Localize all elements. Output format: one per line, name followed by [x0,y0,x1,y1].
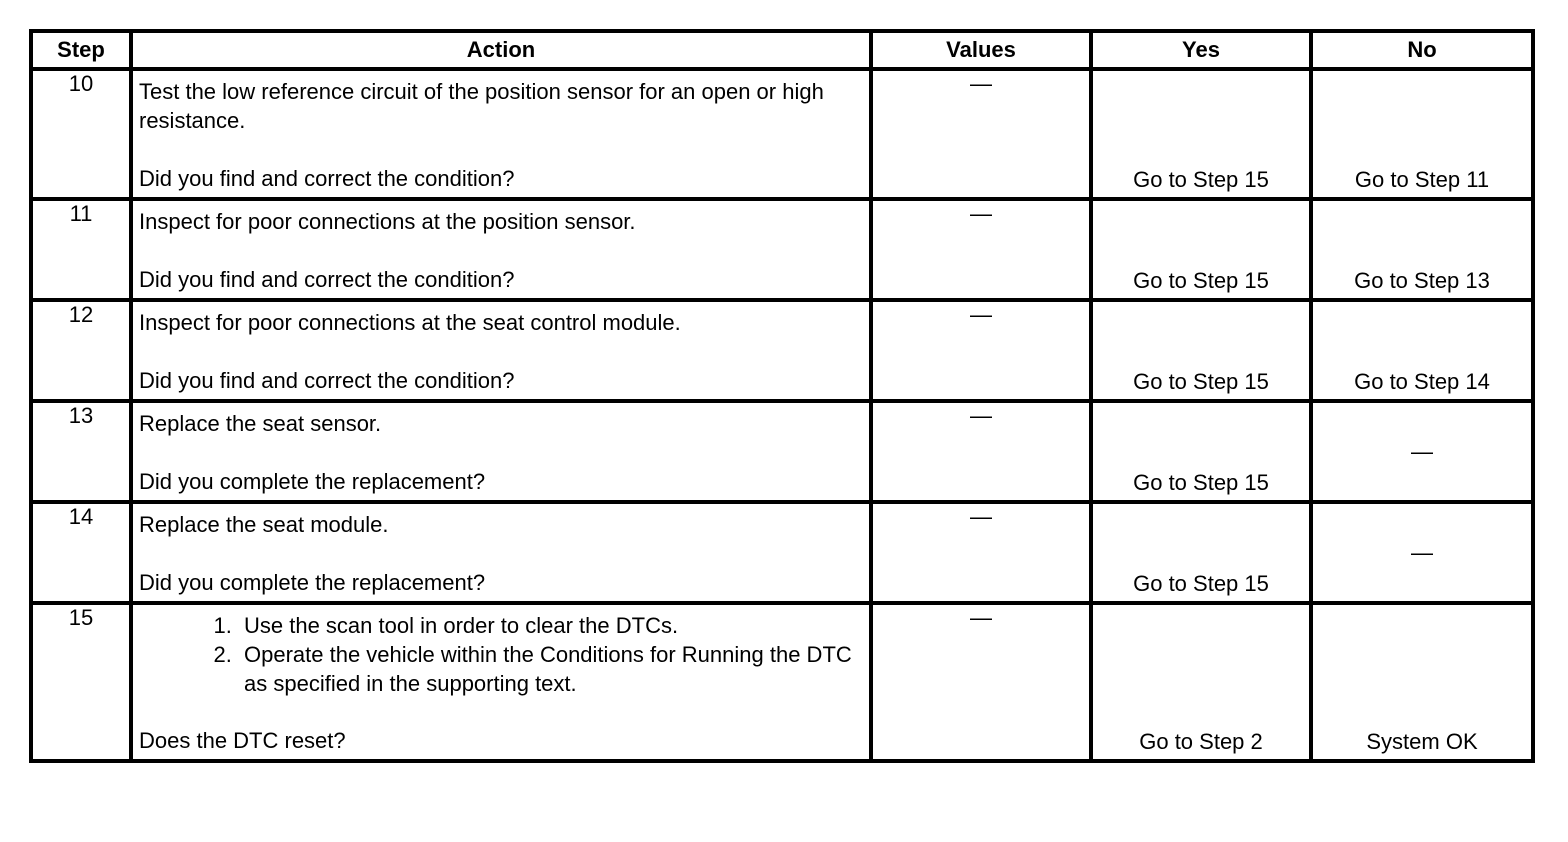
yes-link[interactable]: Go to Step 2 [1139,729,1263,754]
list-item: 1. Use the scan tool in order to clear the DTCs. [238,611,865,640]
action-question: Did you find and correct the condition? [139,166,515,191]
no-link[interactable]: Go to Step 13 [1354,268,1490,293]
values-cell: — [871,502,1091,603]
action-cell [131,502,871,603]
yes-link[interactable]: Go to Step 15 [1133,369,1269,394]
action-instruction: Replace the seat module. [139,512,389,537]
values-cell: — [871,401,1091,502]
table-row [31,300,1533,401]
header-no: No [1311,31,1533,69]
action-cell [131,603,871,761]
numbered-list [139,611,865,698]
action-instruction: Inspect for poor connections at the seat control module. [139,310,681,335]
action-instruction-list [133,605,869,698]
step-number: 11 [31,199,131,300]
action-question: Did you complete the replacement? [139,469,486,494]
yes-cell [1091,69,1311,199]
values-cell: — [871,199,1091,300]
no-cell [1311,69,1533,199]
action-question: Does the DTC reset? [139,728,346,753]
action-question: Did you find and correct the condition? [139,267,515,292]
no-dash: — [1411,438,1433,464]
yes-cell [1091,603,1311,761]
header-step: Step [31,31,131,69]
action-instruction: Test the low reference circuit of the position sensor for an open or high resistance. [139,79,824,133]
header-row [31,31,1533,69]
action-instruction: Inspect for poor connections at the position sensor. [139,209,636,234]
no-cell [1311,199,1533,300]
action-question: Did you complete the replacement? [139,570,486,595]
no-link[interactable]: Go to Step 11 [1354,167,1490,192]
yes-cell [1091,300,1311,401]
action-question: Did you find and correct the condition? [139,368,515,393]
table-row [31,69,1533,199]
step-number: 14 [31,502,131,603]
yes-link[interactable]: Go to Step 15 [1133,167,1269,192]
action-cell [131,69,871,199]
yes-cell [1091,401,1311,502]
header-yes: Yes [1091,31,1311,69]
header-action: Action [131,31,871,69]
no-link[interactable]: System OK [1366,729,1478,754]
header-values: Values [871,31,1091,69]
no-link[interactable]: Go to Step 14 [1354,369,1490,394]
step-number: 12 [31,300,131,401]
action-cell [131,401,871,502]
table-row [31,401,1533,502]
step-number: 10 [31,69,131,199]
action-cell [131,199,871,300]
list-item: 2. Operate the vehicle within the Conditions for Running the DTC as specified in the supporting text. [238,640,865,698]
diagnostic-table [29,29,1535,763]
step-number: 13 [31,401,131,502]
no-cell [1311,502,1533,603]
yes-link[interactable]: Go to Step 15 [1133,470,1269,495]
values-cell: — [871,300,1091,401]
no-cell [1311,603,1533,761]
table-row [31,603,1533,761]
yes-link[interactable]: Go to Step 15 [1133,268,1269,293]
step-number: 15 [31,603,131,761]
values-cell: — [871,69,1091,199]
no-cell [1311,300,1533,401]
table-row [31,199,1533,300]
no-cell [1311,401,1533,502]
table-row [31,502,1533,603]
values-cell: — [871,603,1091,761]
action-cell [131,300,871,401]
yes-link[interactable]: Go to Step 15 [1133,571,1269,596]
action-instruction: Replace the seat sensor. [139,411,382,436]
yes-cell [1091,502,1311,603]
no-dash: — [1411,539,1433,565]
yes-cell [1091,199,1311,300]
